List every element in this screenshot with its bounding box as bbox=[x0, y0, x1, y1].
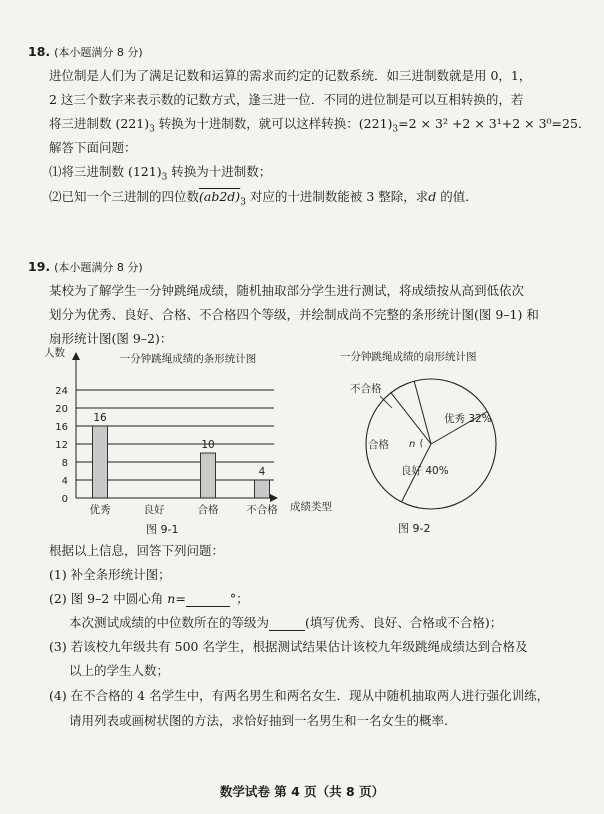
q18-intro3-b: 转换为十进制数，就可以这样转换：(221) bbox=[154, 116, 393, 131]
q19-number: 19. bbox=[28, 259, 51, 274]
q19-angle-blank[interactable] bbox=[186, 594, 230, 607]
q19-part4-line1: (4) 在不合格的 4 名学生中，有两名男生和两名女生．现从中随机抽取两人进行强化训练， bbox=[49, 688, 550, 703]
bar-y-tick-label: 0 bbox=[61, 494, 68, 505]
q19-part4-line2: 请用列表或画树状图的方法，求恰好抽到一名男生和一名女生的概率． bbox=[69, 713, 457, 728]
bar-y-tick-label: 24 bbox=[55, 386, 68, 397]
bar-category-label: 优秀 bbox=[89, 504, 111, 516]
pie-label-excellent: 优秀 32% bbox=[444, 413, 492, 425]
q19-intro-line3: 扇形统计图(图 9–2)： bbox=[49, 331, 173, 346]
pie-radius-line bbox=[391, 393, 431, 444]
q18-intro3-a: 将三进制数 (221) bbox=[49, 116, 150, 131]
q18-part2-b: 对应的十进制数能被 3 整除，求 bbox=[245, 189, 429, 204]
bar-chart-xlabel: 成绩类型 bbox=[290, 501, 332, 513]
q18-number: 18. bbox=[28, 44, 51, 59]
bar-value-label: 10 bbox=[201, 439, 215, 451]
q18-intro-line1: 进位制是人们为了满足记数和运算的需求而约定的记数系统．如三进制数就是用 0，1， bbox=[49, 68, 532, 83]
bar-3 bbox=[255, 480, 270, 498]
q19-intro-line1: 某校为了解学生一分钟跳绳成绩，随机抽取部分学生进行测试，将成绩按从高到低依次 bbox=[49, 283, 525, 298]
q19-part2-line2 bbox=[69, 613, 502, 631]
q19-var-n: n bbox=[167, 591, 176, 606]
bar-y-tick-label: 8 bbox=[61, 458, 68, 469]
q18-overline-number: (ab2d) bbox=[199, 189, 241, 204]
q18-var-d: d bbox=[428, 189, 437, 204]
q19-after-charts: 根据以上信息，回答下列问题： bbox=[49, 543, 225, 558]
q18-part2-sub: 3 bbox=[240, 197, 246, 208]
q19-part2-eq: = bbox=[175, 591, 186, 606]
q19-median-text: 本次测试成绩的中位数所在的等级为 bbox=[69, 615, 270, 630]
q18-part2-c: 的值． bbox=[436, 189, 478, 204]
q19-points: (本小题满分 8 分) bbox=[54, 261, 143, 274]
pie-label-fail: 不合格 bbox=[350, 383, 382, 395]
q18-sub-a: 3 bbox=[149, 124, 155, 135]
bar-chart-caption: 图 9-1 bbox=[146, 523, 179, 536]
bar-chart-ylabel: 人数 bbox=[44, 347, 65, 359]
bar-y-tick-label: 16 bbox=[55, 422, 68, 433]
q18-part1-tail: 转换为十进制数； bbox=[167, 164, 272, 179]
q18-intro3-c: =2 × 3² +2 × 3¹+2 × 3⁰=25． bbox=[398, 116, 591, 131]
bar-category-label: 合格 bbox=[197, 504, 219, 516]
bar-0 bbox=[93, 426, 108, 498]
q18-points: (本小题满分 8 分) bbox=[54, 46, 143, 59]
q18-part1-sub: 3 bbox=[161, 172, 168, 183]
pie-label-pass: 合格 bbox=[368, 439, 389, 451]
q19-part2-deg: °； bbox=[229, 591, 249, 606]
q18-header bbox=[28, 44, 143, 60]
q18-part2-a: ⑵已知一个三进制的四位数 bbox=[49, 189, 200, 204]
pie-chart-title: 一分钟跳绳成绩的扇形统计图 bbox=[340, 351, 477, 363]
pie-angle-arc bbox=[421, 439, 422, 448]
bar-category-label: 良好 bbox=[143, 504, 165, 516]
q19-part3-line1: (3) 若该校九年级共有 500 名学生，根据测试结果估计该校九年级跳绳成绩达到合格及 bbox=[49, 639, 528, 654]
bar-2 bbox=[201, 453, 216, 498]
page-footer: 数学试卷 第 4 页（共 8 页） bbox=[219, 784, 385, 799]
bar-chart-title: 一分钟跳绳成绩的条形统计图 bbox=[119, 353, 257, 365]
q19-part2 bbox=[49, 589, 249, 607]
q18-part2 bbox=[49, 187, 478, 208]
q18-intro-line2: 2 这三个数字来表示数的记数方式，逢三进一位．不同的进位制是可以互相转换的，若 bbox=[49, 92, 524, 107]
q18-part1-text: ⑴将三进制数 (121) bbox=[49, 164, 162, 179]
pie-chart-caption: 图 9-2 bbox=[398, 522, 431, 535]
bar-chart bbox=[30, 340, 340, 540]
bar-y-tick-label: 20 bbox=[55, 404, 68, 415]
q19-part1: (1) 补全条形统计图； bbox=[49, 567, 171, 582]
q18-part1 bbox=[49, 162, 271, 183]
bar-y-tick-label: 12 bbox=[55, 440, 68, 451]
q19-part2-a: (2) 图 9–2 中圆心角 bbox=[49, 591, 168, 606]
pie-label-good: 良好 40% bbox=[401, 465, 449, 477]
bar-category-label: 不合格 bbox=[246, 504, 278, 516]
q18-answer-prompt: 解答下面问题： bbox=[49, 140, 137, 155]
pie-chart bbox=[350, 372, 506, 522]
q19-part3-line2: 以上的学生人数； bbox=[69, 663, 170, 678]
q19-median-hint: (填写优秀、良好、合格或不合格)； bbox=[305, 615, 503, 630]
q19-header bbox=[28, 259, 143, 275]
q19-median-blank[interactable] bbox=[269, 618, 305, 631]
bar-y-tick-label: 4 bbox=[61, 476, 68, 487]
q18-intro-line3 bbox=[49, 114, 590, 135]
pie-radius-line bbox=[414, 381, 431, 444]
pie-angle-n: n bbox=[409, 439, 416, 450]
q19-intro-line2: 划分为优秀、良好、合格、不合格四个等级，并绘制成尚不完整的条形统计图(图 9–1) 和 bbox=[49, 307, 539, 322]
bar-value-label: 4 bbox=[258, 466, 266, 478]
bar-value-label: 16 bbox=[93, 412, 107, 424]
q18-sub-b: 3 bbox=[392, 124, 399, 135]
